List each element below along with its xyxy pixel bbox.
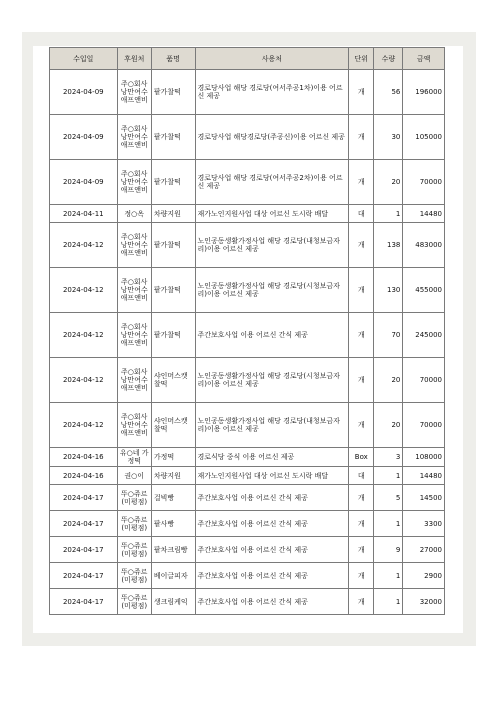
donor-cell: 주○회사 낭만여수애프앤비 [117,160,151,205]
date-cell: 2024-04-11 [50,205,118,223]
unit-cell: Box [349,448,374,467]
qty-cell: 138 [374,223,403,268]
table-row [50,205,445,223]
item-cell: 팥가찰떡 [151,70,195,115]
header-donor: 후원처 [117,48,151,70]
donor-cell: 주○회사 낭만여수애프앤비 [117,313,151,358]
unit-cell: 개 [349,511,374,537]
item-cell: 생크림케익 [151,589,195,615]
qty-cell: 70 [374,313,403,358]
table-row [50,511,445,537]
qty-cell: 56 [374,70,403,115]
donor-cell: 주○회사 낭만여수애프앤비 [117,268,151,313]
date-cell: 2024-04-12 [50,403,118,448]
qty-cell: 9 [374,537,403,563]
item-cell: 차량지원 [151,467,195,485]
usage-cell: 주간보호사업 이용 어르신 간식 제공 [195,563,349,589]
date-cell: 2024-04-16 [50,467,118,485]
amount-cell: 105000 [403,115,445,160]
amount-cell: 14480 [403,205,445,223]
amount-cell: 70000 [403,358,445,403]
qty-cell: 20 [374,160,403,205]
qty-cell: 1 [374,563,403,589]
qty-cell: 1 [374,205,403,223]
item-cell: 차량지원 [151,205,195,223]
item-cell: 팥가찰떡 [151,313,195,358]
date-cell: 2024-04-16 [50,448,118,467]
donor-cell: 뚜○쥬르(미평점) [117,563,151,589]
donor-cell: 뚜○쥬르(미평점) [117,537,151,563]
donor-cell: 뚜○쥬르(미평점) [117,485,151,511]
unit-cell: 개 [349,403,374,448]
date-cell: 2024-04-17 [50,537,118,563]
table-row [50,313,445,358]
table-row [50,537,445,563]
table-row [50,589,445,615]
donor-cell: 뚜○쥬르(미평점) [117,589,151,615]
header-unit: 단위 [349,48,374,70]
date-cell: 2024-04-12 [50,223,118,268]
amount-cell: 27000 [403,537,445,563]
table-row [50,563,445,589]
unit-cell: 개 [349,537,374,563]
donor-cell: 주○회사 낭만여수애프앤비 [117,115,151,160]
header-usage: 사용처 [195,48,349,70]
date-cell: 2024-04-09 [50,115,118,160]
unit-cell: 대 [349,467,374,485]
qty-cell: 5 [374,485,403,511]
donor-cell: 권○이 [117,467,151,485]
usage-cell: 경로당사업 해당 경로당(여서주공2차)이용 어르신 제공 [195,160,349,205]
table-row [50,70,445,115]
donor-cell: 뚜○쥬르(미평점) [117,511,151,537]
usage-cell: 경로당사업 해당 경로당(여서주공1차)이용 어르신 제공 [195,70,349,115]
unit-cell: 개 [349,268,374,313]
table-row [50,223,445,268]
item-cell: 팥차크림빵 [151,537,195,563]
amount-cell: 14500 [403,485,445,511]
usage-cell: 노인공동생활가정사업 해당 경로당(내청보금자리)이용 어르신 제공 [195,223,349,268]
item-cell: 팥가찰떡 [151,160,195,205]
date-cell: 2024-04-09 [50,160,118,205]
unit-cell: 개 [349,589,374,615]
item-cell: 샤인머스캣찰떡 [151,358,195,403]
table-row [50,358,445,403]
donor-cell: 유○네 가정떡 [117,448,151,467]
table-row [50,467,445,485]
usage-cell: 주간보호사업 이용 어르신 간식 제공 [195,313,349,358]
unit-cell: 개 [349,70,374,115]
qty-cell: 3 [374,448,403,467]
qty-cell: 1 [374,511,403,537]
qty-cell: 20 [374,358,403,403]
table-row [50,160,445,205]
usage-cell: 노인공동생활가정사업 해당 경로당(시청보금자리)이용 어르신 제공 [195,268,349,313]
unit-cell: 대 [349,205,374,223]
amount-cell: 70000 [403,160,445,205]
qty-cell: 1 [374,589,403,615]
unit-cell: 개 [349,160,374,205]
usage-cell: 주간보호사업 이용 어르신 간식 제공 [195,485,349,511]
item-cell: 샤인머스캣찰떡 [151,403,195,448]
table-row [50,403,445,448]
date-cell: 2024-04-12 [50,268,118,313]
amount-cell: 32000 [403,589,445,615]
donor-cell: 주○회사 낭만여수애프앤비 [117,358,151,403]
amount-cell: 245000 [403,313,445,358]
unit-cell: 개 [349,223,374,268]
usage-cell: 주간보호사업 이용 어르신 간식 제공 [195,589,349,615]
table-row [50,115,445,160]
qty-cell: 20 [374,403,403,448]
unit-cell: 개 [349,485,374,511]
header-amount: 금액 [403,48,445,70]
qty-cell: 1 [374,467,403,485]
date-cell: 2024-04-17 [50,563,118,589]
amount-cell: 3300 [403,511,445,537]
item-cell: 팥사빵 [151,511,195,537]
header-date: 수입일 [50,48,118,70]
header-item: 품명 [151,48,195,70]
unit-cell: 개 [349,563,374,589]
amount-cell: 483000 [403,223,445,268]
usage-cell: 노인공동생활가정사업 해당 경로당(내청보금자리)이용 어르신 제공 [195,403,349,448]
amount-cell: 196000 [403,70,445,115]
item-cell: 걸빅빵 [151,485,195,511]
donor-cell: 정○옥 [117,205,151,223]
usage-cell: 재가노인지원사업 대상 어르신 도시락 배달 [195,467,349,485]
table-row [50,448,445,467]
table-row [50,268,445,313]
item-cell: 팥가찰떡 [151,223,195,268]
date-cell: 2024-04-12 [50,358,118,403]
amount-cell: 2900 [403,563,445,589]
amount-cell: 455000 [403,268,445,313]
donor-cell: 주○회사 낭만여수애프앤비 [117,403,151,448]
item-cell: 팥가찰떡 [151,268,195,313]
unit-cell: 개 [349,115,374,160]
date-cell: 2024-04-17 [50,485,118,511]
usage-cell: 경로식당 중식 이용 어르신 제공 [195,448,349,467]
donor-cell: 주○회사 낭만여수애프앤비 [117,70,151,115]
table-header-row [50,48,445,70]
amount-cell: 14480 [403,467,445,485]
item-cell: 베이글피자 [151,563,195,589]
unit-cell: 개 [349,313,374,358]
amount-cell: 108000 [403,448,445,467]
item-cell: 가정떡 [151,448,195,467]
usage-cell: 재가노인지원사업 대상 어르신 도시락 배달 [195,205,349,223]
donor-cell: 주○회사 낭만여수애프앤비 [117,223,151,268]
unit-cell: 개 [349,358,374,403]
usage-cell: 주간보호사업 이용 어르신 간식 제공 [195,537,349,563]
usage-cell: 노인공동생활가정사업 해당 경로당(시청보금자리)이용 어르신 제공 [195,358,349,403]
usage-cell: 경로당사업 해당경로당(주공신)이용 어르신 제공 [195,115,349,160]
header-qty: 수량 [374,48,403,70]
date-cell: 2024-04-17 [50,511,118,537]
table-row [50,485,445,511]
date-cell: 2024-04-17 [50,589,118,615]
date-cell: 2024-04-09 [50,70,118,115]
item-cell: 팥가찰떡 [151,115,195,160]
donation-table [49,47,445,615]
date-cell: 2024-04-12 [50,313,118,358]
qty-cell: 30 [374,115,403,160]
usage-cell: 주간보호사업 이용 어르신 간식 제공 [195,511,349,537]
qty-cell: 130 [374,268,403,313]
amount-cell: 70000 [403,403,445,448]
